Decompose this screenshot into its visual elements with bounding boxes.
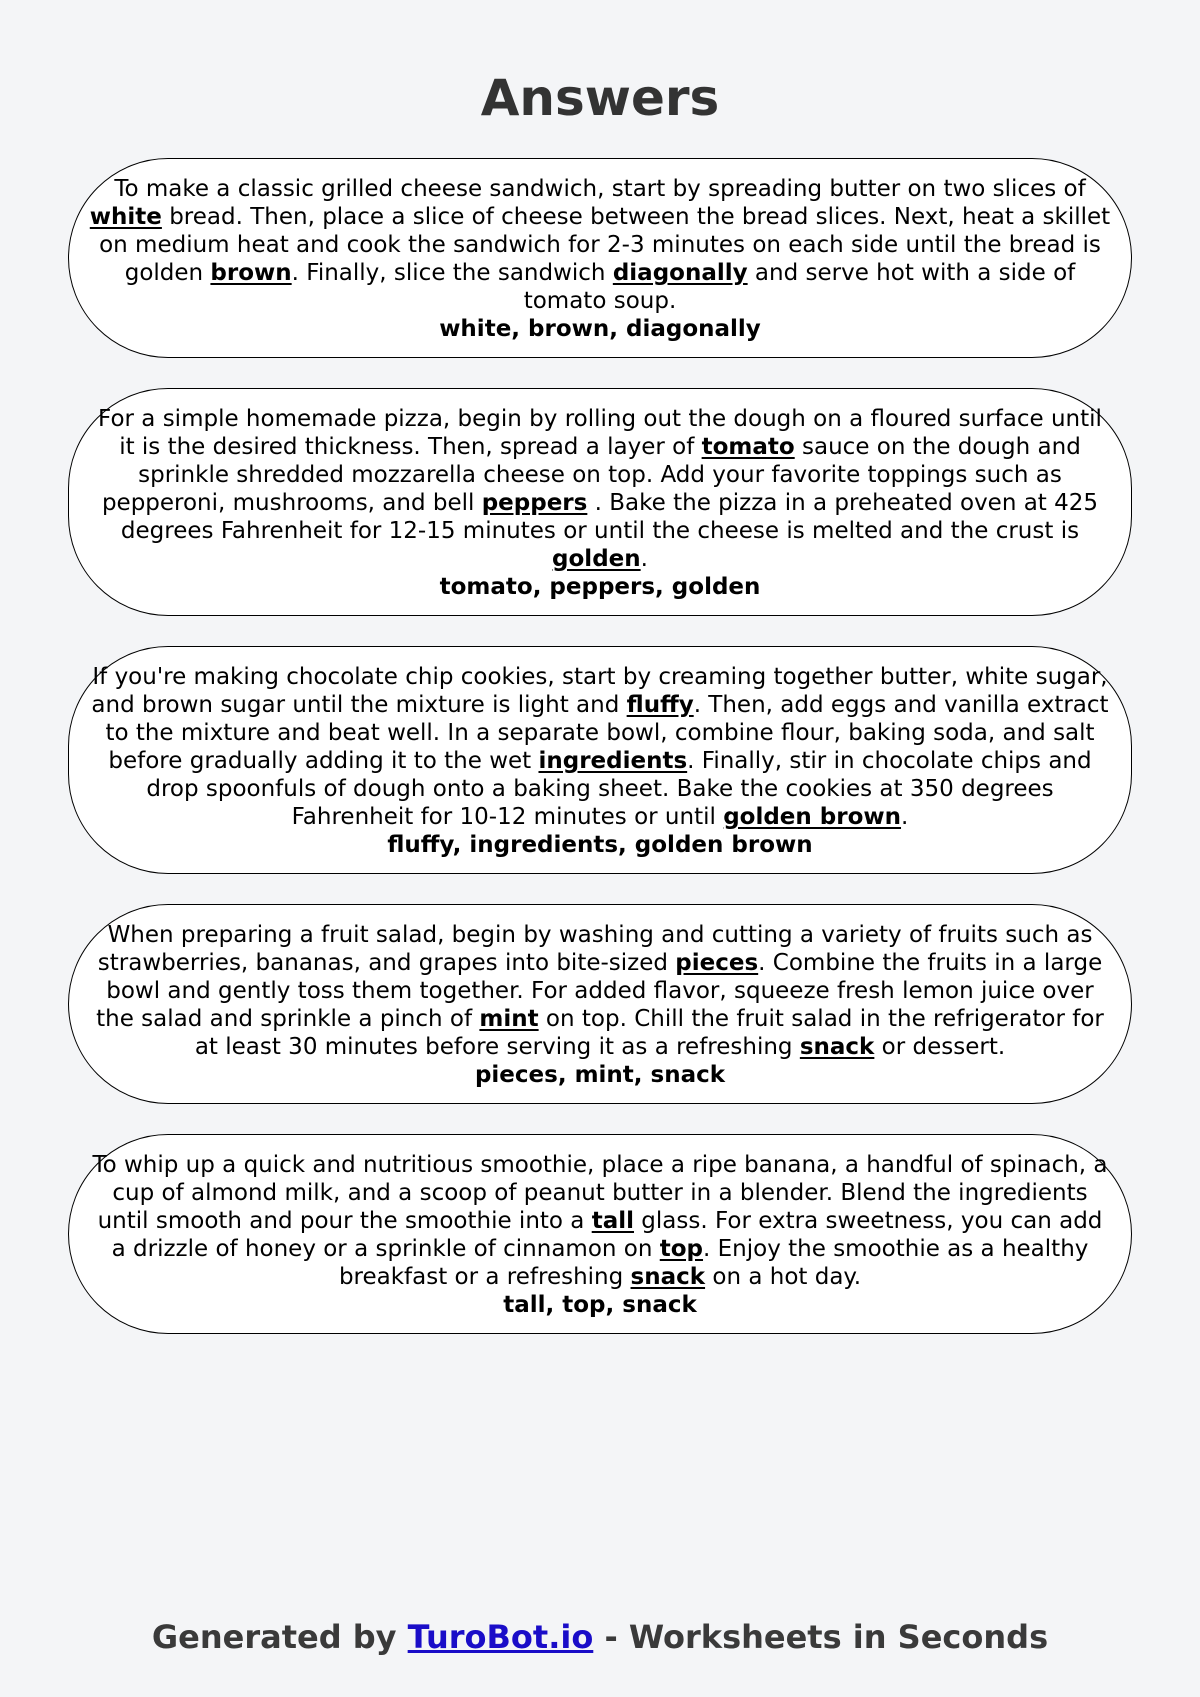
passage-segment: For a simple homemade pizza, begin by rolling out the dough on a floured surface until it is the desired thickness. Then, spread a layer of (98, 406, 1102, 460)
passage-text (89, 921, 1111, 1061)
answer-word: fluffy (626, 692, 694, 718)
passage-segment: . (901, 804, 909, 830)
answer-key: white, brown, diagonally (439, 316, 761, 342)
passage-segment: To make a classic grilled cheese sandwich, start by spreading butter on two slices of (114, 176, 1086, 202)
answer-key: pieces, mint, snack (474, 1062, 726, 1088)
answer-word: brown (210, 260, 292, 286)
passage-segment: on top. Chill the fruit salad in the refrigerator for at least 30 minutes before serving it as a refreshing (194, 1006, 1104, 1060)
answer-card (68, 158, 1132, 358)
passage-segment: If you're making chocolate chip cookies, start by creaming together butter, white sugar, and brown sugar until the mixture is light and (91, 664, 1108, 718)
footer-prefix: Generated by (151, 1618, 408, 1656)
answer-word: tomato (701, 434, 795, 460)
passage-segment: . Finally, slice the sandwich (291, 260, 613, 286)
passage-segment: When preparing a fruit salad, begin by washing and cutting a variety of fruits such as strawberries, bananas, and grapes into bite-sized (97, 922, 1093, 976)
answer-word: mint (479, 1006, 539, 1032)
answer-key: tomato, peppers, golden (439, 574, 761, 600)
footer-credit (0, 1617, 1200, 1657)
answer-word: snack (799, 1034, 875, 1060)
passage-segment: . Then, add eggs and vanilla extract to the mixture and beat well. In a separate bowl, combine flour, baking soda, and salt before gradually adding it to the wet (105, 692, 1109, 774)
passage-segment: . Bake the pizza in a preheated oven at 425 degrees Fahrenheit for 12-15 minutes or until the cheese is melted and the crust is (120, 490, 1099, 544)
passage-segment: on a hot day. (705, 1264, 862, 1290)
answer-card (68, 904, 1132, 1104)
answer-word: snack (630, 1264, 706, 1290)
footer-suffix: - Worksheets in Seconds (593, 1618, 1049, 1656)
passage-segment: bread. Then, place a slice of cheese between the bread slices. Next, heat a skillet on medium heat and cook the sandwich for 2-3 minutes on each side until the bread is golden (99, 204, 1111, 286)
answer-word: golden (552, 546, 641, 572)
passage-segment: To whip up a quick and nutritious smoothie, place a ripe banana, a handful of spinach, a cup of almond milk, and a scoop of peanut butter in a blender. Blend the ingredients until smooth and pour the smoothie into a (92, 1152, 1108, 1234)
answer-key: tall, top, snack (503, 1292, 697, 1318)
passage-segment: . Combine the fruits in a large bowl and gently toss them together. For added flavor, squeeze fresh lemon juice over the salad and sprinkle a pinch of (96, 950, 1103, 1032)
answer-word: tall (591, 1208, 634, 1234)
page-title: Answers (480, 69, 720, 127)
answer-word: peppers (481, 490, 588, 516)
passage-segment: and serve hot with a side of tomato soup. (523, 260, 1076, 314)
answer-word: pieces (675, 950, 759, 976)
passage-segment: glass. For extra sweetness, you can add a drizzle of honey or a sprinkle of cinnamon on (111, 1208, 1103, 1262)
answer-word: golden brown (723, 804, 902, 830)
turobot-link[interactable]: TuroBot.io (407, 1618, 594, 1656)
passage-segment: . (640, 546, 648, 572)
answer-key: fluffy, ingredients, golden brown (387, 832, 813, 858)
answer-word: white (89, 204, 162, 230)
passage-segment: . Finally, stir in chocolate chips and drop spoonfuls of dough onto a baking sheet. Bake the cookies at 350 degrees Fahrenheit for 10-12 minutes or until (146, 748, 1092, 830)
passage-segment: . Enjoy the smoothie as a healthy breakfast or a refreshing (338, 1236, 1089, 1290)
answer-word: ingredients (538, 748, 688, 774)
passage-segment: sauce on the dough and sprinkle shredded mozzarella cheese on top. Add your favorite toppings such as pepperoni, mushrooms, and bell (101, 434, 1081, 516)
answer-word: top (659, 1236, 704, 1262)
answer-card (68, 388, 1132, 616)
answer-word: diagonally (612, 260, 748, 286)
passage-text (89, 175, 1111, 315)
passage-text (89, 663, 1111, 831)
passage-text (89, 1151, 1111, 1291)
passage-text (89, 405, 1111, 573)
answer-card (68, 1134, 1132, 1334)
passage-segment: or dessert. (874, 1034, 1006, 1060)
answer-cards (68, 158, 1132, 1364)
answer-card (68, 646, 1132, 874)
